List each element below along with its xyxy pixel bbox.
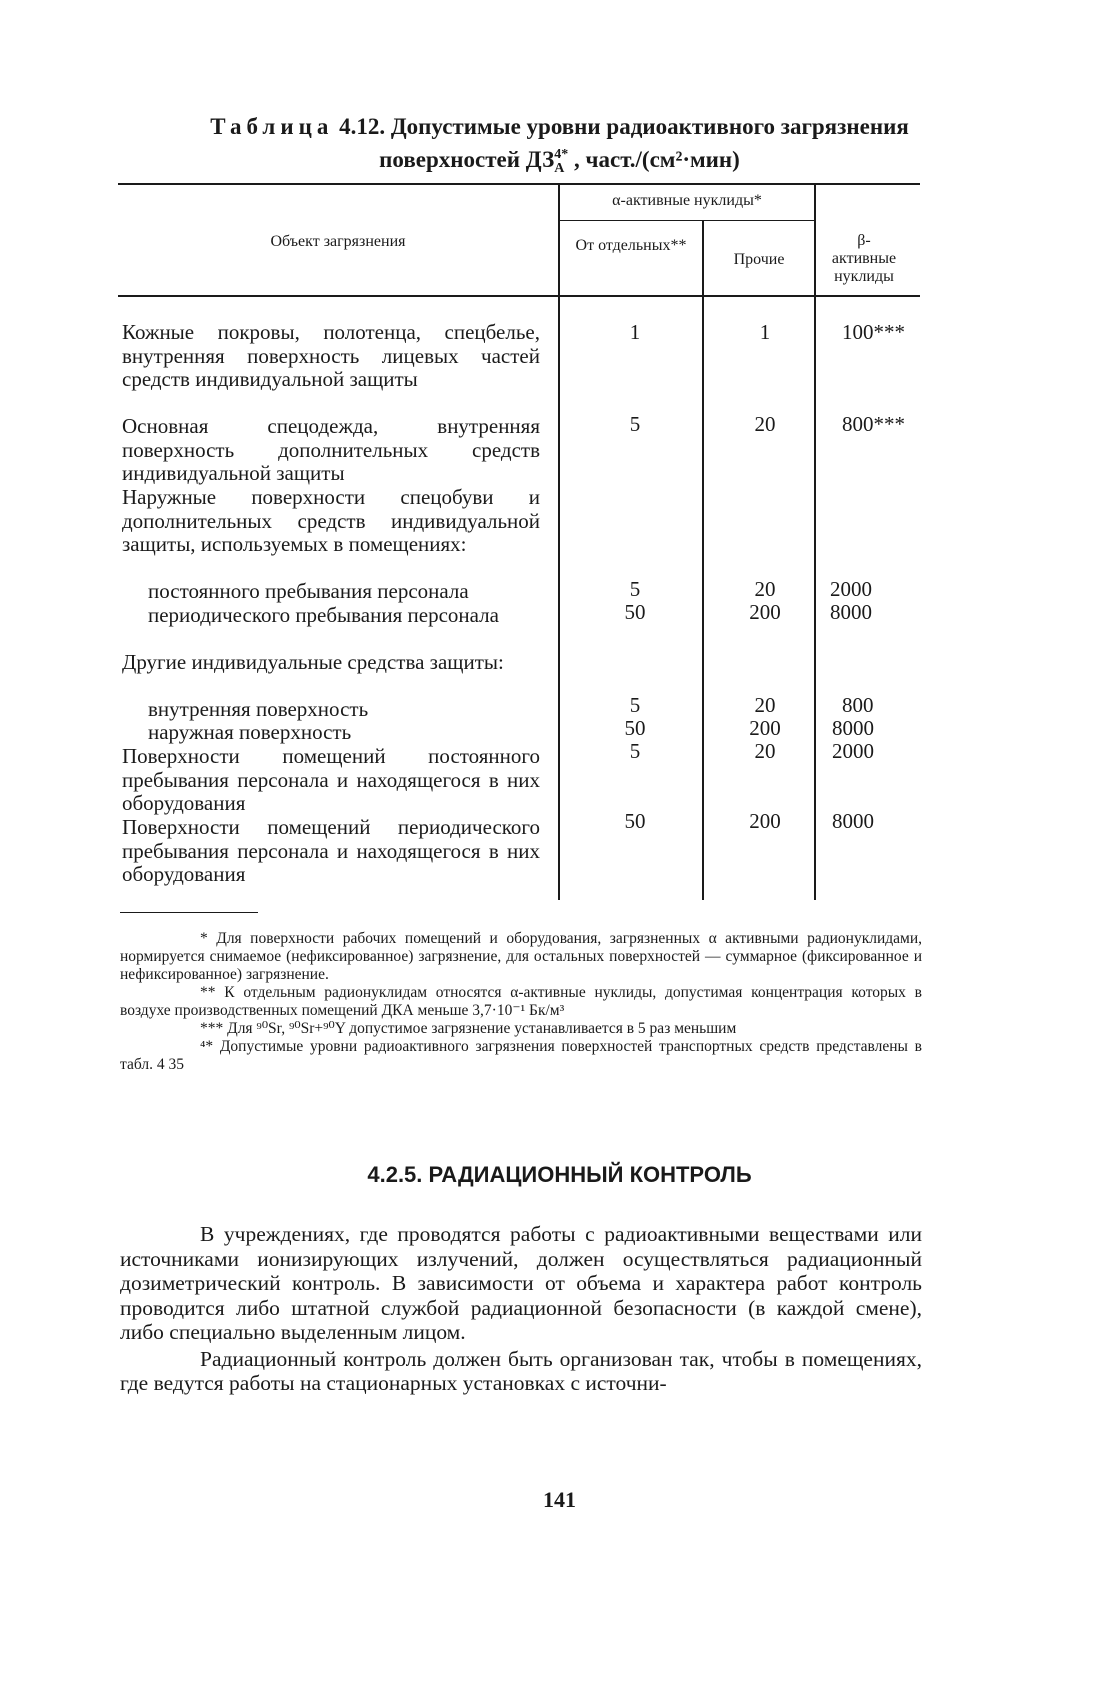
header-object: Объект загрязнения: [270, 233, 406, 250]
cell-alpha-separate: 5: [629, 739, 641, 763]
col-divider-3: [814, 185, 816, 900]
col-divider-1: [558, 185, 560, 900]
cell-alpha-separate: 1: [629, 320, 641, 344]
cell-beta: 8000: [830, 600, 872, 624]
cell-beta: 2000: [830, 577, 872, 601]
header-bottom-rule: [118, 295, 920, 297]
caption-sub: А: [554, 160, 565, 176]
row-object: Наружные поверхности спецобуви и дополнительных средств индивидуальной защиты, используемых в помещениях:: [122, 485, 540, 556]
paragraph: В учреждениях, где проводятся работы с радиоактивными веществами или источниками ионизирующих излучений, должен осуществляться радиационный дозиметрический контроль. В зависимости от объема и характера работ контроль проводится либо штатной службой радиационной безопасности (в каждой смене), либо специально выделенным лицом.: [120, 1222, 922, 1344]
table-caption: [0, 110, 1119, 176]
cell-alpha-other: 200: [749, 809, 781, 833]
row-object: Поверхности помещений постоянного пребывания персонала и находящегося в них оборудования: [122, 744, 540, 815]
cell-alpha-other: 1: [759, 320, 771, 344]
table-row: [122, 321, 540, 415]
page-number: 141: [543, 1487, 576, 1512]
caption-line-1: [0, 110, 1119, 143]
header-alpha-other: Прочие: [733, 251, 785, 268]
alpha-group-rule: [560, 220, 814, 221]
table-row: [122, 745, 540, 816]
footnote-rule: [120, 912, 258, 913]
cell-beta: 800: [842, 693, 874, 717]
footnote: *** Для ⁹⁰Sr, ⁹⁰Sr+⁹⁰Y допустимое загрязнение устанавливается в 5 раз меньшим: [200, 1020, 737, 1037]
section-title: 4.2.5. РАДИАЦИОННЫЙ КОНТРОЛЬ: [367, 1162, 752, 1187]
row-object: наружная поверхность: [148, 720, 352, 744]
col-divider-2: [702, 221, 704, 900]
row-object: Кожные покровы, полотенца, спецбелье, внутренняя поверхность лицевых частей средств индивидуальной защиты: [122, 320, 540, 391]
cell-alpha-separate: 5: [629, 412, 641, 436]
caption-line2-text: поверхностей ДЗ: [379, 147, 555, 172]
footnote: ** К отдельным радионуклидам относятся α-активные нуклиды, допустимая концентрация которых в воздухе производственных помещений ДКА меньше 3,7·10⁻¹ Бк/м³: [120, 984, 922, 1019]
cell-beta: 800***: [842, 412, 905, 436]
cell-alpha-other: 20: [754, 577, 776, 601]
footnote: ⁴* Допустимые уровни радиоактивного загрязнения поверхностей транспортных средств представлены в табл. 4 35: [120, 1038, 922, 1073]
cell-alpha-separate: 50: [624, 716, 646, 740]
cell-alpha-separate: 50: [624, 600, 646, 624]
header-alpha-separate: От отдельных**: [575, 237, 687, 254]
row-object: Основная спецодежда, внутренняя поверхность дополнительных средств индивидуальной защиты: [122, 414, 540, 485]
table-body: [122, 321, 540, 887]
cell-beta: 2000: [832, 739, 874, 763]
footnote: * Для поверхности рабочих помещений и оборудования, загрязненных α активными радионуклидами, нормируется снимаемое (нефиксированное) загрязнение, для остальных поверхностей — суммарное (фиксированное и нефиксированное) загрязнение.: [120, 930, 922, 983]
cell-alpha-other: 200: [749, 716, 781, 740]
table-top-rule: [118, 183, 920, 185]
table-row: [122, 486, 540, 580]
table-row: [122, 580, 540, 604]
header-alpha-group: α-активные нуклиды*: [612, 192, 762, 209]
row-object: Поверхности помещений периодического пребывания персонала и находящегося в них оборудования: [122, 815, 540, 886]
table-row: [122, 816, 540, 887]
cell-alpha-other: 20: [754, 412, 776, 436]
caption-line-2: [0, 143, 1119, 176]
caption-sup: 4*: [554, 146, 569, 162]
cell-beta: 100***: [842, 320, 905, 344]
table-row: [122, 721, 540, 745]
cell-beta: 8000: [832, 809, 874, 833]
row-object: внутренняя поверхность: [148, 697, 369, 721]
cell-alpha-separate: 50: [624, 809, 646, 833]
row-object: постоянного пребывания персонала: [148, 579, 469, 603]
cell-alpha-other: 200: [749, 600, 781, 624]
cell-alpha-other: 20: [754, 739, 776, 763]
cell-alpha-separate: 5: [629, 577, 641, 601]
cell-alpha-other: 20: [754, 693, 776, 717]
table-row: [122, 651, 540, 698]
table-row: [122, 415, 540, 486]
cell-beta: 8000: [832, 716, 874, 740]
table-row: [122, 604, 540, 651]
body-text: [120, 1222, 922, 1398]
table-row: [122, 698, 540, 721]
row-object: Другие индивидуальные средства защиты:: [122, 650, 504, 674]
row-object: периодического пребывания персонала: [148, 603, 499, 627]
caption-units: , част./(см²·мин): [574, 147, 740, 172]
footnotes: [120, 930, 922, 1074]
paragraph: Радиационный контроль должен быть организован так, чтобы в помещениях, где ведутся работы на стационарных установках с источни-: [120, 1346, 922, 1395]
caption-word: Таблица: [210, 114, 334, 139]
header-beta: β-активные нуклиды: [831, 232, 897, 285]
cell-alpha-separate: 5: [629, 693, 641, 717]
caption-title: 4.12. Допустимые уровни радиоактивного загрязнения: [339, 114, 909, 139]
